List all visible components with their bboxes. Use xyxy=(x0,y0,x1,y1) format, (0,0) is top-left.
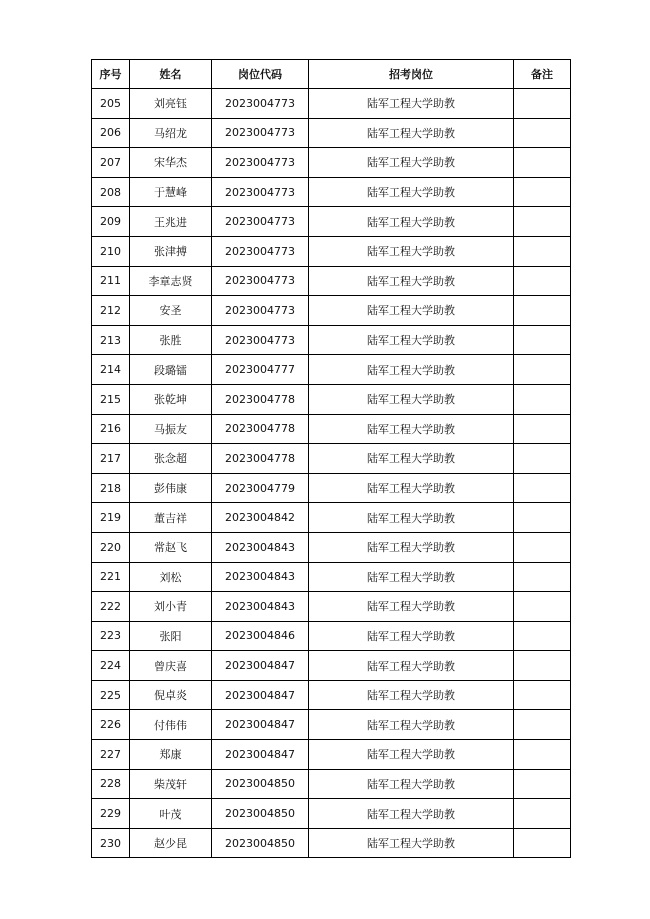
cell-code: 2023004773 xyxy=(212,207,309,237)
cell-code: 2023004773 xyxy=(212,266,309,296)
cell-post: 陆军工程大学助教 xyxy=(309,740,514,770)
cell-code: 2023004778 xyxy=(212,444,309,474)
table-row xyxy=(92,532,571,562)
table-row xyxy=(92,355,571,385)
cell-note xyxy=(514,384,571,414)
cell-note xyxy=(514,414,571,444)
cell-name: 常赵飞 xyxy=(130,532,212,562)
cell-seq: 222 xyxy=(92,592,130,622)
cell-note xyxy=(514,89,571,119)
cell-code: 2023004773 xyxy=(212,236,309,266)
cell-seq: 220 xyxy=(92,532,130,562)
cell-seq: 223 xyxy=(92,621,130,651)
cell-seq: 212 xyxy=(92,296,130,326)
cell-code: 2023004773 xyxy=(212,177,309,207)
cell-seq: 219 xyxy=(92,503,130,533)
cell-code: 2023004778 xyxy=(212,414,309,444)
cell-name: 赵少昆 xyxy=(130,828,212,858)
cell-code: 2023004773 xyxy=(212,89,309,119)
cell-post: 陆军工程大学助教 xyxy=(309,621,514,651)
cell-seq: 209 xyxy=(92,207,130,237)
cell-code: 2023004843 xyxy=(212,562,309,592)
cell-note xyxy=(514,710,571,740)
cell-post: 陆军工程大学助教 xyxy=(309,503,514,533)
header-seq: 序号 xyxy=(92,60,130,89)
cell-seq: 224 xyxy=(92,651,130,681)
cell-post: 陆军工程大学助教 xyxy=(309,236,514,266)
cell-post: 陆军工程大学助教 xyxy=(309,296,514,326)
cell-seq: 221 xyxy=(92,562,130,592)
cell-seq: 217 xyxy=(92,444,130,474)
table-body xyxy=(92,89,571,858)
table-row xyxy=(92,414,571,444)
cell-name: 张阳 xyxy=(130,621,212,651)
header-post: 招考岗位 xyxy=(309,60,514,89)
cell-note xyxy=(514,651,571,681)
table-row xyxy=(92,799,571,829)
header-name: 姓名 xyxy=(130,60,212,89)
cell-note xyxy=(514,325,571,355)
cell-post: 陆军工程大学助教 xyxy=(309,562,514,592)
cell-seq: 225 xyxy=(92,680,130,710)
cell-code: 2023004842 xyxy=(212,503,309,533)
cell-code: 2023004843 xyxy=(212,532,309,562)
cell-name: 段璐镭 xyxy=(130,355,212,385)
cell-note xyxy=(514,444,571,474)
table-row xyxy=(92,828,571,858)
table-row xyxy=(92,118,571,148)
cell-seq: 206 xyxy=(92,118,130,148)
header-row xyxy=(92,60,571,89)
cell-name: 马振友 xyxy=(130,414,212,444)
cell-post: 陆军工程大学助教 xyxy=(309,651,514,681)
cell-seq: 216 xyxy=(92,414,130,444)
table-row xyxy=(92,148,571,178)
cell-seq: 228 xyxy=(92,769,130,799)
table-row xyxy=(92,592,571,622)
table-row xyxy=(92,651,571,681)
header-note: 备注 xyxy=(514,60,571,89)
cell-note xyxy=(514,296,571,326)
cell-seq: 230 xyxy=(92,828,130,858)
cell-seq: 205 xyxy=(92,89,130,119)
cell-code: 2023004779 xyxy=(212,473,309,503)
cell-code: 2023004773 xyxy=(212,148,309,178)
cell-name: 刘亮钰 xyxy=(130,89,212,119)
cell-code: 2023004778 xyxy=(212,384,309,414)
cell-note xyxy=(514,621,571,651)
cell-name: 刘小青 xyxy=(130,592,212,622)
cell-post: 陆军工程大学助教 xyxy=(309,414,514,444)
cell-post: 陆军工程大学助教 xyxy=(309,769,514,799)
table-header xyxy=(92,60,571,89)
cell-note xyxy=(514,236,571,266)
cell-note xyxy=(514,355,571,385)
cell-note xyxy=(514,562,571,592)
cell-note xyxy=(514,266,571,296)
table-row xyxy=(92,89,571,119)
cell-seq: 214 xyxy=(92,355,130,385)
cell-note xyxy=(514,740,571,770)
cell-note xyxy=(514,503,571,533)
cell-post: 陆军工程大学助教 xyxy=(309,532,514,562)
table-row xyxy=(92,325,571,355)
cell-name: 刘松 xyxy=(130,562,212,592)
table-row xyxy=(92,680,571,710)
table-row xyxy=(92,562,571,592)
cell-seq: 211 xyxy=(92,266,130,296)
cell-seq: 213 xyxy=(92,325,130,355)
table-row xyxy=(92,266,571,296)
cell-note xyxy=(514,680,571,710)
cell-code: 2023004847 xyxy=(212,740,309,770)
cell-name: 李章志贤 xyxy=(130,266,212,296)
cell-post: 陆军工程大学助教 xyxy=(309,473,514,503)
cell-note xyxy=(514,769,571,799)
cell-post: 陆军工程大学助教 xyxy=(309,177,514,207)
cell-post: 陆军工程大学助教 xyxy=(309,680,514,710)
cell-name: 张胜 xyxy=(130,325,212,355)
table-row xyxy=(92,296,571,326)
cell-code: 2023004850 xyxy=(212,769,309,799)
document-page xyxy=(91,59,570,858)
cell-post: 陆军工程大学助教 xyxy=(309,118,514,148)
cell-post: 陆军工程大学助教 xyxy=(309,710,514,740)
cell-post: 陆军工程大学助教 xyxy=(309,592,514,622)
cell-post: 陆军工程大学助教 xyxy=(309,266,514,296)
cell-code: 2023004847 xyxy=(212,710,309,740)
table-row xyxy=(92,177,571,207)
cell-code: 2023004850 xyxy=(212,799,309,829)
table-row xyxy=(92,621,571,651)
cell-name: 郑康 xyxy=(130,740,212,770)
header-code: 岗位代码 xyxy=(212,60,309,89)
cell-seq: 227 xyxy=(92,740,130,770)
table-row xyxy=(92,384,571,414)
cell-code: 2023004773 xyxy=(212,325,309,355)
cell-note xyxy=(514,148,571,178)
table-row xyxy=(92,769,571,799)
cell-name: 叶茂 xyxy=(130,799,212,829)
cell-code: 2023004777 xyxy=(212,355,309,385)
cell-name: 柴茂轩 xyxy=(130,769,212,799)
cell-post: 陆军工程大学助教 xyxy=(309,148,514,178)
cell-name: 董吉祥 xyxy=(130,503,212,533)
table-row xyxy=(92,473,571,503)
cell-name: 王兆进 xyxy=(130,207,212,237)
cell-name: 倪卓炎 xyxy=(130,680,212,710)
cell-note xyxy=(514,592,571,622)
cell-seq: 218 xyxy=(92,473,130,503)
cell-code: 2023004847 xyxy=(212,651,309,681)
cell-name: 张念超 xyxy=(130,444,212,474)
cell-name: 宋华杰 xyxy=(130,148,212,178)
cell-note xyxy=(514,828,571,858)
candidate-table xyxy=(91,59,571,858)
cell-post: 陆军工程大学助教 xyxy=(309,384,514,414)
cell-code: 2023004850 xyxy=(212,828,309,858)
cell-note xyxy=(514,473,571,503)
cell-post: 陆军工程大学助教 xyxy=(309,89,514,119)
cell-name: 彭伟康 xyxy=(130,473,212,503)
cell-note xyxy=(514,799,571,829)
cell-code: 2023004847 xyxy=(212,680,309,710)
cell-seq: 207 xyxy=(92,148,130,178)
table-row xyxy=(92,444,571,474)
cell-name: 张乾坤 xyxy=(130,384,212,414)
cell-name: 于慧峰 xyxy=(130,177,212,207)
cell-post: 陆军工程大学助教 xyxy=(309,355,514,385)
cell-code: 2023004846 xyxy=(212,621,309,651)
cell-note xyxy=(514,118,571,148)
cell-post: 陆军工程大学助教 xyxy=(309,444,514,474)
cell-post: 陆军工程大学助教 xyxy=(309,207,514,237)
cell-name: 马绍龙 xyxy=(130,118,212,148)
cell-note xyxy=(514,532,571,562)
cell-note xyxy=(514,177,571,207)
cell-note xyxy=(514,207,571,237)
cell-seq: 215 xyxy=(92,384,130,414)
cell-post: 陆军工程大学助教 xyxy=(309,828,514,858)
cell-name: 曾庆喜 xyxy=(130,651,212,681)
cell-code: 2023004773 xyxy=(212,118,309,148)
table-row xyxy=(92,236,571,266)
cell-name: 付伟伟 xyxy=(130,710,212,740)
cell-post: 陆军工程大学助教 xyxy=(309,799,514,829)
cell-seq: 226 xyxy=(92,710,130,740)
table-row xyxy=(92,503,571,533)
table-row xyxy=(92,207,571,237)
cell-code: 2023004773 xyxy=(212,296,309,326)
cell-name: 安圣 xyxy=(130,296,212,326)
cell-code: 2023004843 xyxy=(212,592,309,622)
cell-seq: 208 xyxy=(92,177,130,207)
table-row xyxy=(92,740,571,770)
cell-seq: 210 xyxy=(92,236,130,266)
cell-post: 陆军工程大学助教 xyxy=(309,325,514,355)
cell-name: 张津搏 xyxy=(130,236,212,266)
table-row xyxy=(92,710,571,740)
cell-seq: 229 xyxy=(92,799,130,829)
